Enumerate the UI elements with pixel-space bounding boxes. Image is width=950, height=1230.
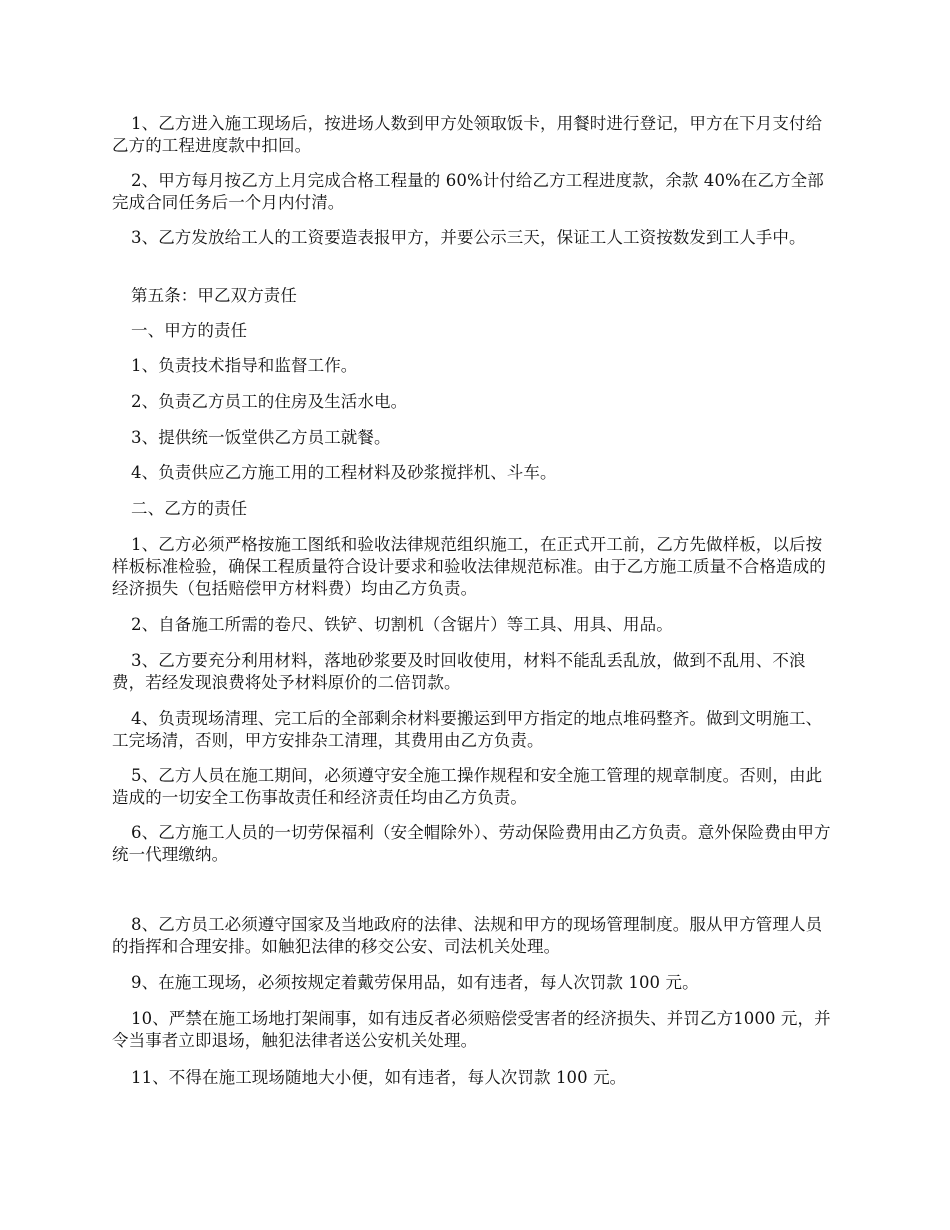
paragraph-b-10: 10、严禁在施工场地打架闹事，如有违反者必须赔偿受害者的经济损失、并罚乙方1000 元，并令当事者立即退场，触犯法律者送公安机关处理。	[112, 1009, 831, 1050]
paragraph-b-2: 2、自备施工所需的卷尺、铁铲、切割机（含锯片）等工具、用具、用品。	[131, 615, 673, 634]
paragraph-a-4: 4、负责供应乙方施工用的工程材料及砂浆搅拌机、斗车。	[131, 463, 557, 482]
paragraph-b-1: 1、乙方必须严格按施工图纸和验收法律规范组织施工，在正式开工前，乙方先做样板，以后按样板标准检验，确保工程质量符合设计要求和验收法律规范标准。由于乙方施工质量不合格造成的经济损失（包括赔偿甲方材料费）均由乙方负责。	[112, 535, 826, 598]
paragraph-b-4: 4、负责现场清理、完工后的全部剩余材料要搬运到甲方指定的地点堆码整齐。做到文明施工、工完场清，否则，甲方安排杂工清理，其费用由乙方负责。	[112, 709, 823, 750]
paragraph-b-6: 6、乙方施工人员的一切劳保福利（安全帽除外）、劳动保险费用由乙方负责。意外保险费由甲方统一代理缴纳。	[112, 823, 831, 864]
paragraph-b-5: 5、乙方人员在施工期间，必须遵守安全施工操作规程和安全施工管理的规章制度。否则，由此造成的一切安全工伤事故责任和经济责任均由乙方负责。	[112, 766, 823, 807]
paragraph-b-11: 11、不得在施工现场随地大小便，如有违者，每人次罚款 100 元。	[131, 1068, 627, 1087]
paragraph-item-2-progress-payment: 2、甲方每月按乙方上月完成合格工程量的 60%计付给乙方工程进度款，余款 40%在乙方全部完成合同任务后一个月内付清。	[112, 171, 824, 212]
subheading-party-a-responsibilities: 一、甲方的责任	[131, 321, 248, 340]
paragraph-a-3: 3、提供统一饭堂供乙方员工就餐。	[131, 428, 391, 447]
subheading-party-b-responsibilities: 二、乙方的责任	[131, 499, 248, 518]
paragraph-a-1: 1、负责技术指导和监督工作。	[131, 356, 358, 375]
paragraph-b-8: 8、乙方员工必须遵守国家及当地政府的法律、法规和甲方的现场管理制度。服从甲方管理人员的指挥和合理安排。如触犯法律的移交公安、司法机关处理。	[112, 915, 823, 956]
paragraph-item-1-meal-card: 1、乙方进入施工现场后，按进场人数到甲方处领取饭卡，用餐时进行登记，甲方在下月支付给乙方的工程进度款中扣回。	[112, 114, 823, 155]
paragraph-item-3-wages: 3、乙方发放给工人的工资要造表报甲方，并要公示三天，保证工人工资按数发到工人手中。	[131, 228, 806, 247]
paragraph-a-2: 2、负责乙方员工的住房及生活水电。	[131, 392, 408, 411]
section-heading-article-5: 第五条：甲乙双方责任	[131, 286, 297, 305]
paragraph-b-3: 3、乙方要充分利用材料，落地砂浆要及时回收使用，材料不能乱丢乱放，做到不乱用、不浪费，若经发现浪费将处予材料原价的二倍罚款。	[112, 651, 806, 692]
paragraph-b-9: 9、在施工现场，必须按规定着戴劳保用品，如有违者，每人次罚款 100 元。	[131, 973, 699, 992]
